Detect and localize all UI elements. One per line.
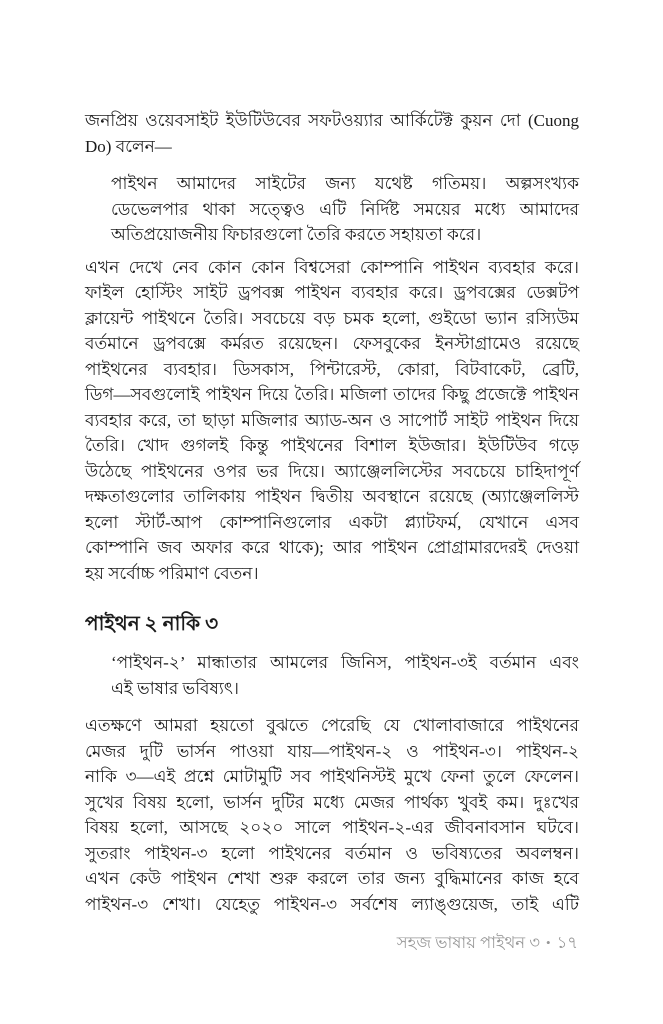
text-line: তৈরি। খোদ গুগলই কিন্তু পাইথনের বিশাল ইউজার। ইউটিউব গড়ে (85, 436, 579, 455)
text-line: এখন দেখে নেব কোন কোন বিশ্বসেরা কোম্পানি পাইথন ব্যবহার করে। (85, 257, 579, 277)
text-line: হলো স্টার্ট-আপ কোম্পানিগুলোর একটা প্ল্যাটফর্ম, যেখানে এসব (85, 512, 579, 532)
page-footer (397, 931, 578, 955)
text-line: বিষয় হলো, আসছে ২০২০ সালে পাইথন-২-এর জীবনাবসান ঘটবে। (85, 818, 579, 837)
text-line: ডেভেলপার থাকা সত্ত্বেও এটি নির্দিষ্ট সময়ের মধ্যে আমাদের (111, 199, 579, 219)
companies-paragraph (85, 255, 579, 587)
version-paragraph (85, 713, 579, 917)
text-line: বর্তমানে ড্রপবক্সে কর্মরত রয়েছেন। ফেসবুকের ইনস্টাগ্রামেও রয়েছে (85, 334, 579, 353)
text-line: Do) বলেন— (85, 136, 172, 156)
text-line: ফাইল হোস্টিং সাইট ড্রপবক্স পাইথন ব্যবহার করে। ড্রপবক্সের ডেক্সটপ (85, 283, 579, 302)
footer-book-title: সহজ ভাষায় পাইথন ৩ (396, 933, 540, 952)
text-line: নাকি ৩—এই প্রশ্নে মোটামুটি সব পাইথনিস্টই মুখে ফেনা তুলে ফেলেন। (85, 767, 579, 786)
text-line: এতক্ষণে আমরা হয়তো বুঝতে পেরেছি যে খোলাবাজারে পাইথনের (85, 716, 579, 735)
text-line: উঠেছে পাইথনের ওপর ভর দিয়ে। অ্যাঞ্জেললিস্টের সবচেয়ে চাহিদাপূর্ণ (85, 461, 579, 481)
text-line: হয় সর্বোচ্চ পরিমাণ বেতন। (85, 563, 259, 583)
text-line: সুতরাং পাইথন-৩ হলো পাইথনের বর্তমান ও ভবিষ্যতের অবলম্বন। (85, 843, 579, 863)
text-line: দক্ষতাগুলোর তালিকায় পাইথন দ্বিতীয় অবস্থানে রয়েছে (অ্যাঞ্জেললিস্ট (85, 487, 579, 506)
text-line: পাইথন আমাদের সাইটের জন্য যথেষ্ট গতিময়। অল্পসংখ্যক (111, 174, 579, 193)
text-line: পাইথনের ব্যবহার। ডিসকাস, পিন্টারেস্ট, কোরা, বিটবাকেট, ব্রেটি, (85, 359, 579, 379)
footer-page-number: ১৭ (556, 933, 578, 952)
text-line: ব্যবহার করে, তা ছাড়া মজিলার অ্যাড-অন ও সাপোর্ট সাইট পাইথন দিয়ে (85, 410, 579, 430)
text-line: কোম্পানি জব অফার করে থাকে); আর পাইথন প্রোগ্রামারদেরই দেওয়া (85, 538, 579, 557)
text-line: এই ভাষার ভবিষ্যৎ। (111, 678, 239, 698)
page-content (85, 108, 579, 917)
text-line: সুখের বিষয় হলো, ভার্সন দুটির মধ্যে মেজর পার্থক্য খুবই কম। দুঃখের (85, 792, 579, 812)
text-line: অতিপ্রয়োজনীয় ফিচারগুলো তৈরি করতে সহায়তা করে। (111, 225, 482, 244)
section-heading: পাইথন ২ নাকি ৩ (85, 613, 219, 635)
text-line: ক্লায়েন্ট পাইথনে তৈরি। সবচেয়ে বড় চমক হলো, গুইডো ভ্যান রস্যিউম (85, 308, 579, 328)
text-line: জনপ্রিয় ওয়েবসাইট ইউটিউবের সফটওয়্যার আর্কিটেক্ট কুয়ন দো (Cuong (85, 111, 579, 130)
intro-paragraph (85, 108, 579, 159)
blockquote-cuong-do (111, 171, 579, 248)
text-line: মেজর দুটি ভার্সন পাওয়া যায়—পাইথন-২ ও পাইথন-৩। পাইথন-২ (85, 741, 579, 761)
text-line: পাইথন-৩ শেখা। যেহেতু পাইথন-৩ সর্বশেষ ল্যাঙ্গুয়েজ, তাই এটি (85, 894, 579, 914)
text-line: ‘পাইথন-২’ মান্ধাতার আমলের জিনিস, পাইথন-৩ই বর্তমান এবং (111, 653, 579, 672)
blockquote-python2-vs-3 (111, 650, 579, 701)
text-line: ডিগ—সবগুলোই পাইথন দিয়ে তৈরি। মজিলা তাদের কিছু প্রজেক্টে পাইথন (85, 385, 579, 404)
text-line: এখন কেউ পাইথন শেখা শুরু করলে তার জন্য বুদ্ধিমানের কাজ হবে (85, 869, 579, 888)
bullet-separator-icon: • (546, 935, 551, 950)
